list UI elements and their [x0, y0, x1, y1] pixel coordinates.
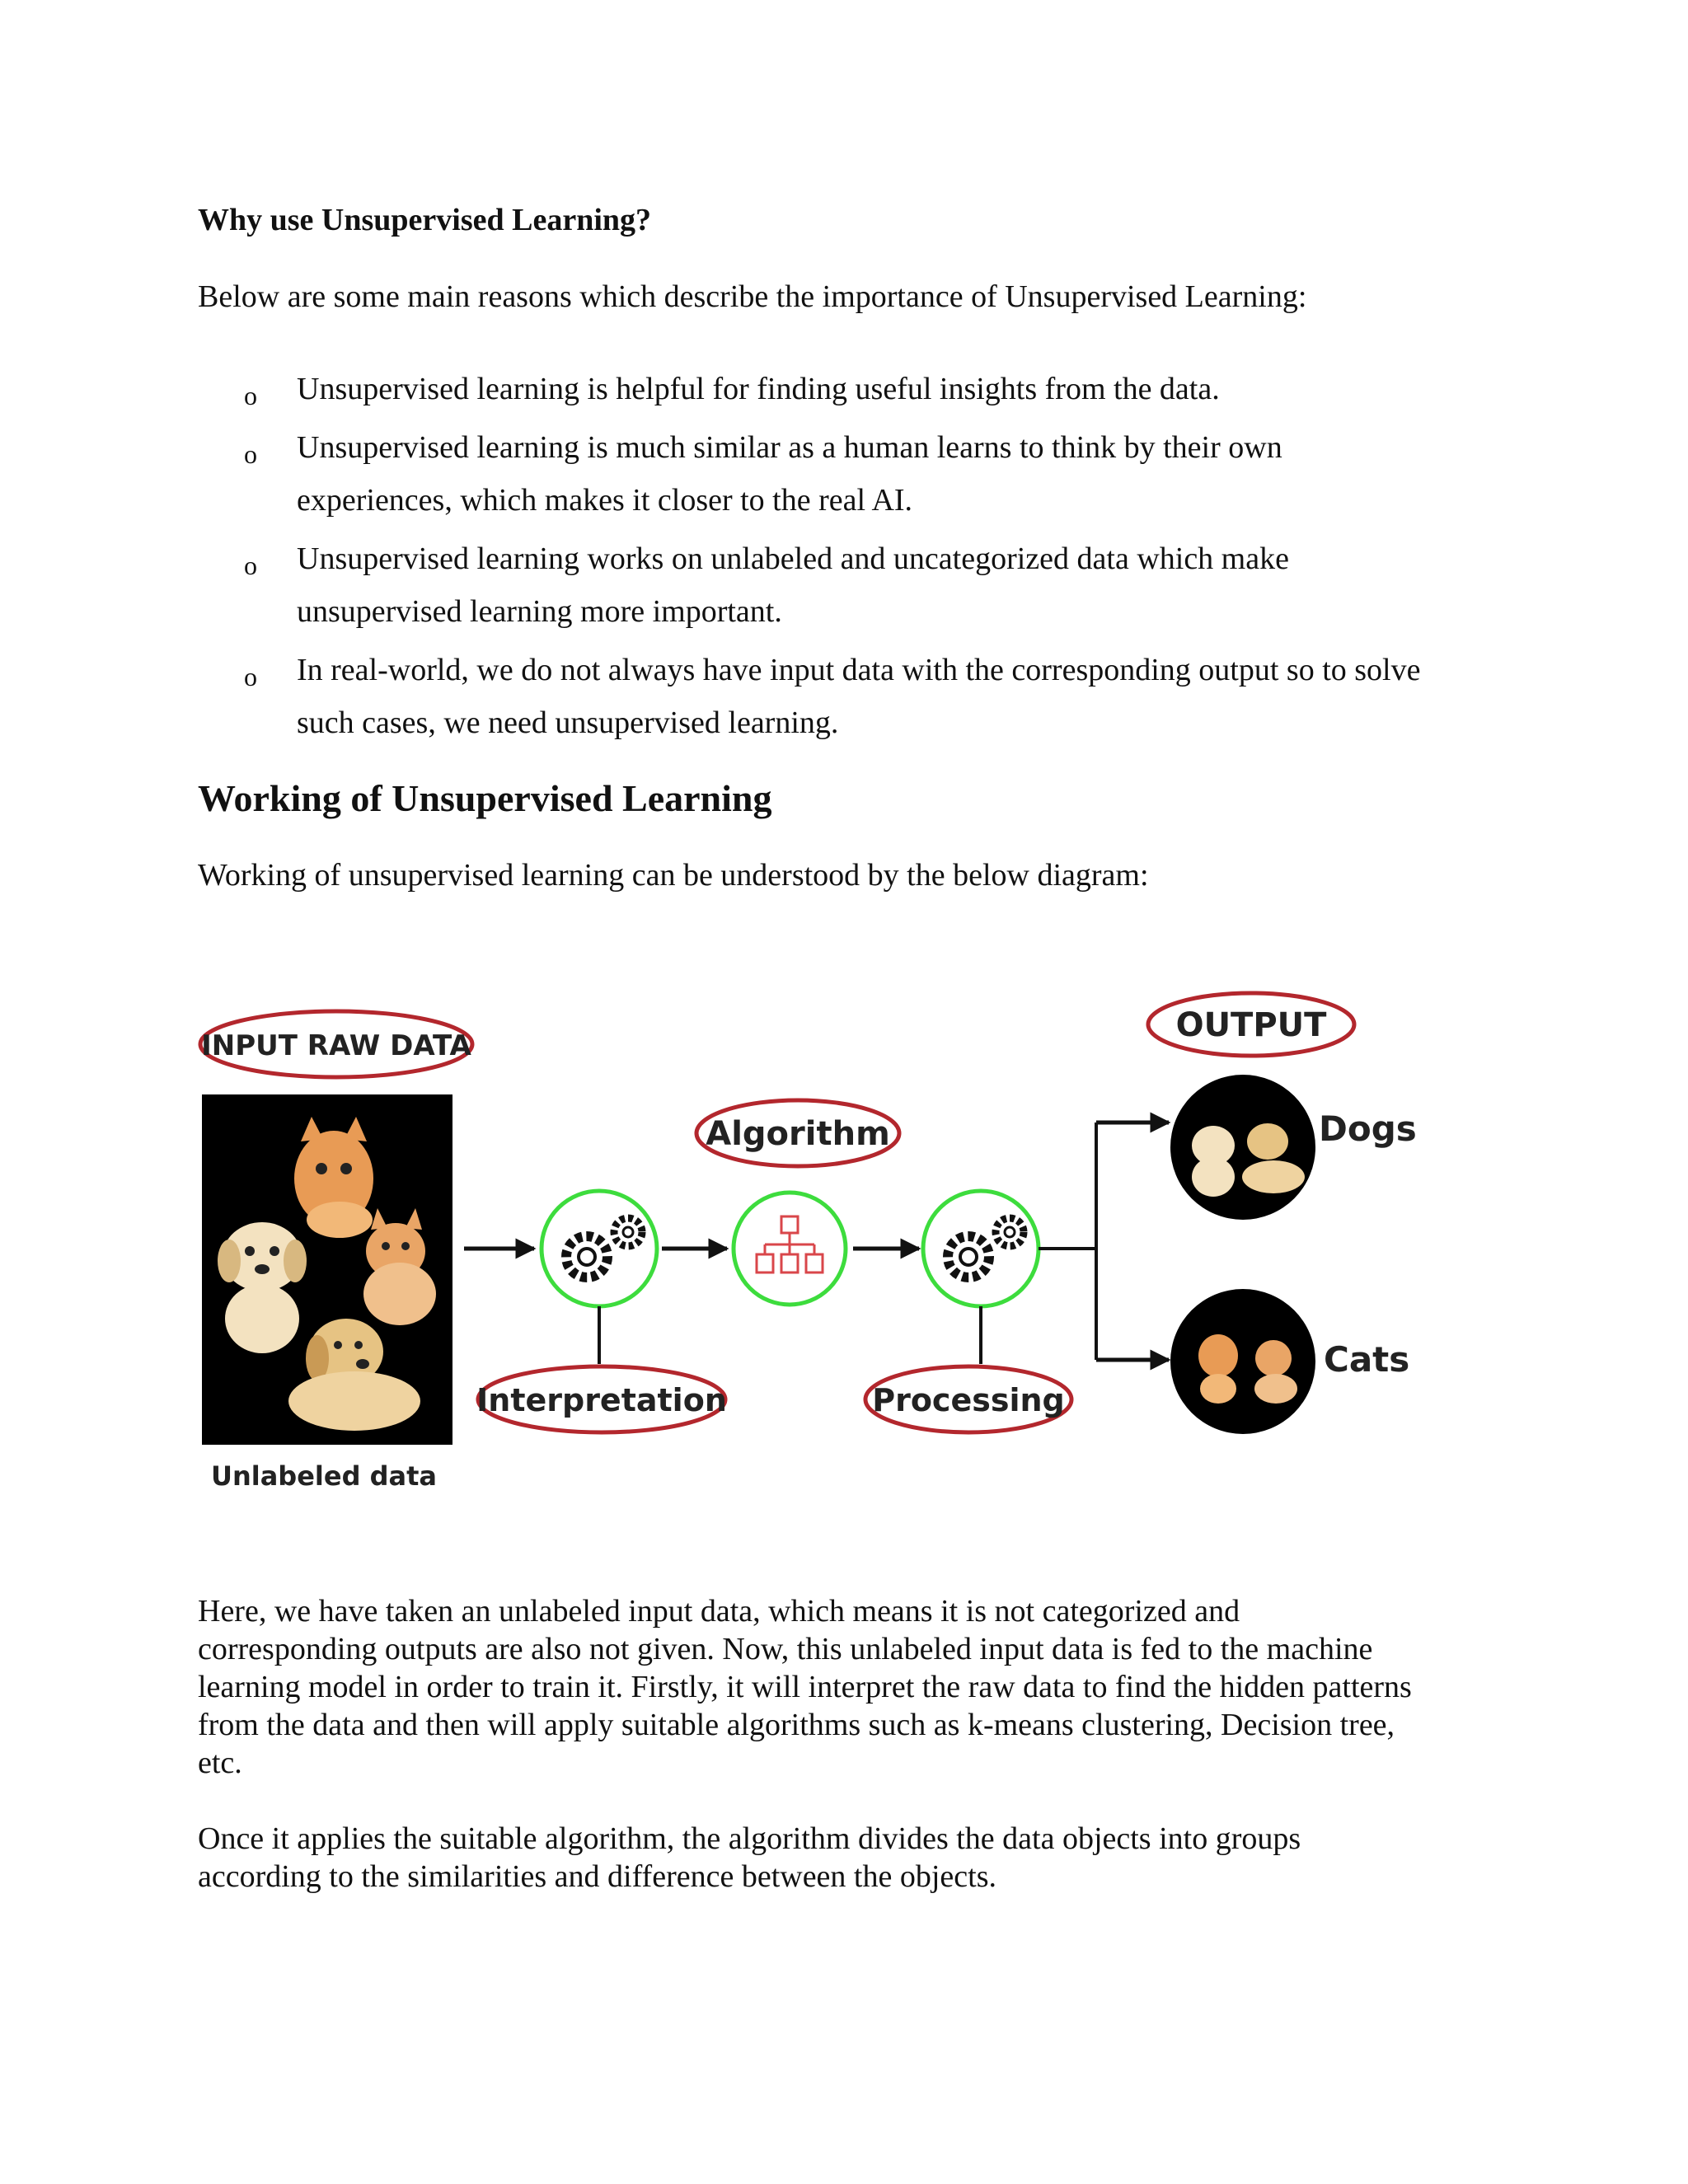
paragraph-line: etc.: [198, 1746, 242, 1780]
paragraph-line: corresponding outputs are also not given. Now, this unlabeled input data is fed to the machine: [198, 1632, 1373, 1666]
paragraph-line: from the data and then will apply suitable algorithms such as k-means clustering, Decision tree,: [198, 1708, 1395, 1742]
paragraph-line: Once it applies the suitable algorithm, the algorithm divides the data objects into groups: [198, 1821, 1301, 1856]
interpretation-text: Interpretation: [476, 1382, 727, 1418]
algorithm-label: [696, 1100, 899, 1166]
processing-label: [865, 1366, 1071, 1432]
list-item-line: experiences, which makes it closer to the real AI.: [297, 483, 913, 518]
intro-text: Below are some main reasons which describe the importance of Unsupervised Learning:: [198, 279, 1307, 314]
input-raw-data-label: [200, 1011, 472, 1077]
output-label: [1148, 993, 1354, 1056]
bullet-icon: o: [244, 662, 257, 691]
list-item-line: Unsupervised learning is much similar as a human learns to think by their own: [297, 430, 1282, 465]
heading-why-unsupervised: Why use Unsupervised Learning?: [198, 203, 652, 237]
cats-cluster-image: [1170, 1289, 1315, 1434]
list-item-line: unsupervised learning more important.: [297, 594, 782, 629]
paragraph-line: Here, we have taken an unlabeled input data, which means it is not categorized and: [198, 1594, 1240, 1629]
bullet-icon: o: [244, 439, 257, 469]
bullet-icon: o: [244, 381, 257, 410]
processing-text: Processing: [872, 1382, 1065, 1418]
processing-gears-icon: [923, 1191, 1039, 1306]
interpretation-gears-icon: [542, 1191, 657, 1306]
heading-working: Working of Unsupervised Learning: [198, 777, 772, 819]
interpretation-label: [476, 1366, 727, 1432]
list-item-line: such cases, we need unsupervised learning.: [297, 705, 839, 740]
bullet-icon: o: [244, 551, 257, 580]
paragraph-line: according to the similarities and difference between the objects.: [198, 1859, 996, 1894]
algorithm-text: Algorithm: [706, 1115, 890, 1153]
unlabeled-data-photo: [202, 1094, 452, 1445]
cats-label: Cats: [1324, 1339, 1410, 1380]
list-item-line: Unsupervised learning is helpful for finding useful insights from the data.: [297, 372, 1220, 406]
dogs-label: Dogs: [1319, 1108, 1417, 1149]
paragraph-line: learning model in order to train it. Firstly, it will interpret the raw data to find the hidden patterns: [198, 1670, 1412, 1704]
unlabeled-data-caption: Unlabeled data: [210, 1460, 438, 1492]
input-raw-data-text: INPUT RAW DATA: [201, 1029, 471, 1062]
output-text: OUTPUT: [1175, 1006, 1327, 1044]
list-item-line: In real-world, we do not always have input data with the corresponding output so to solve: [297, 653, 1421, 687]
working-intro-text: Working of unsupervised learning can be understood by the below diagram:: [198, 858, 1149, 893]
dogs-cluster-image: [1170, 1075, 1315, 1220]
algorithm-hierarchy-icon: [734, 1193, 846, 1305]
list-item-line: Unsupervised learning works on unlabeled and uncategorized data which make: [297, 541, 1289, 576]
